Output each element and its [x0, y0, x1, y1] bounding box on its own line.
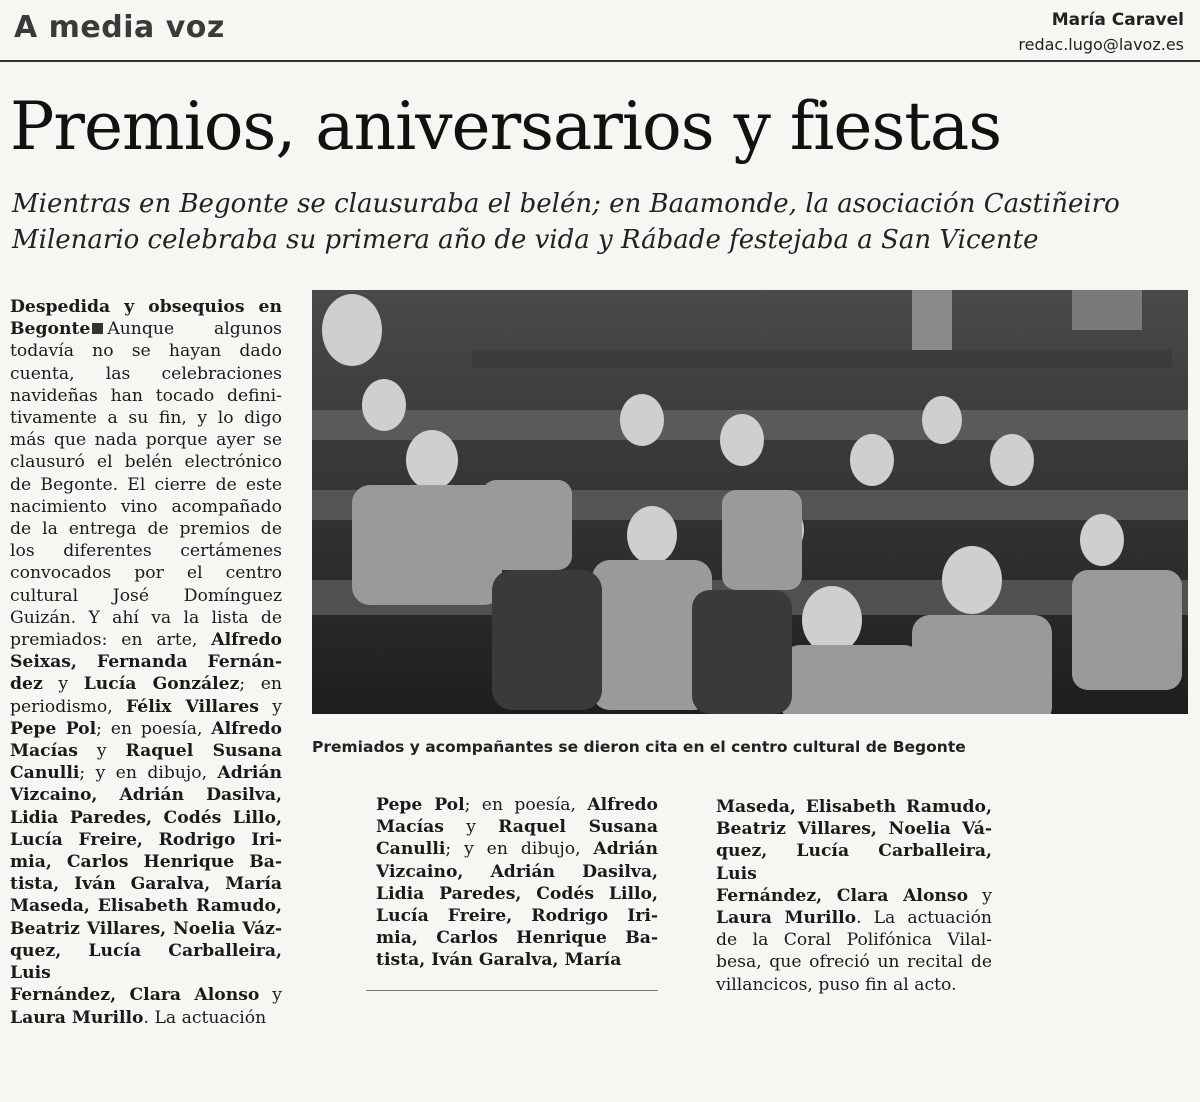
line-segment: cultural José Domínguez	[10, 585, 282, 606]
line-segment: mia, Carlos Henrique Ba-	[10, 852, 282, 873]
line-segment: Alfredo	[587, 795, 658, 815]
text-line	[376, 861, 658, 883]
line-segment: Seixas, Fernanda Fernán-	[10, 652, 282, 673]
line-segment: y	[443, 817, 499, 838]
text-line	[376, 794, 658, 816]
line-segment: premiados: en arte,	[10, 630, 212, 651]
text-line	[10, 562, 282, 584]
text-line	[10, 851, 282, 873]
line-segment: de la Coral Polifónica Vilal-	[716, 930, 992, 951]
text-line	[10, 585, 282, 607]
text-line	[10, 940, 282, 984]
text-line	[716, 974, 992, 996]
text-line	[10, 740, 282, 762]
line-segment: cuenta, las celebraciones	[10, 363, 282, 384]
text-line	[10, 540, 282, 562]
line-segment: . La actuación	[856, 908, 992, 929]
line-segment	[951, 819, 962, 839]
line-segment: todavía no se hayan dado	[10, 341, 282, 362]
line-segment: nacimiento vino acompañado	[10, 496, 282, 517]
line-segment: dez	[10, 674, 43, 695]
line-segment: Lidia Paredes, Codés Lillo,	[376, 883, 658, 904]
text-line	[716, 885, 992, 907]
line-segment: Félix Villares	[126, 696, 259, 717]
line-segment: ; en poesía,	[96, 718, 212, 739]
author-name: María Caravel	[1051, 10, 1184, 30]
text-line	[10, 895, 282, 917]
text-line	[10, 474, 282, 496]
text-line	[376, 905, 658, 927]
line-segment: tista, Iván Garalva, María	[376, 950, 622, 971]
line-segment: ; y en dibujo,	[79, 763, 218, 784]
photo-caption: Premiados y acompañantes se dieron cita en el centro cultural de Begonte	[312, 738, 966, 756]
line-segment: clausuró el belén electrónico	[10, 452, 282, 473]
text-line	[10, 807, 282, 829]
line-segment: Macías	[376, 817, 444, 838]
text-line	[10, 918, 282, 940]
author-email: redac.lugo@lavoz.es	[1018, 35, 1184, 54]
line-segment: Adrián	[217, 763, 282, 784]
line-segment: Guizán. Y ahí va la lista de	[10, 607, 282, 628]
line-segment: quez, Lucía Carballeira, Luis	[10, 940, 282, 984]
line-segment: Laura Murillo	[10, 1007, 144, 1028]
text-line	[10, 629, 282, 651]
line-segment: Lucía Freire, Rodrigo Iri-	[376, 906, 658, 927]
text-line	[10, 651, 282, 673]
line-segment: besa, que ofreció un recital de	[716, 952, 992, 973]
line-segment: Raquel Susana	[125, 741, 282, 762]
text-line	[716, 818, 992, 840]
text-line	[10, 607, 282, 629]
line-segment: ; en poesía,	[464, 795, 588, 815]
body-column-1	[10, 296, 282, 1088]
text-line	[10, 407, 282, 429]
line-segment: más que nada porque ayer se	[10, 430, 282, 451]
text-line	[10, 673, 282, 695]
text-line	[716, 951, 992, 973]
line-segment: periodismo,	[10, 696, 127, 717]
text-line	[716, 840, 992, 884]
line-segment: Despedida y obsequios en	[10, 297, 282, 317]
line-segment: Canulli	[10, 763, 80, 784]
text-line	[10, 873, 282, 895]
line-segment: Canulli	[376, 839, 446, 860]
line-segment: mia, Carlos Henrique Ba-	[376, 928, 658, 949]
line-segment: tivamente a su fin, y lo digo	[10, 408, 282, 429]
audience-photo-illustration	[312, 290, 1188, 714]
line-segment: y	[259, 985, 282, 1006]
line-segment: Beatriz Villares, Noelia	[716, 819, 951, 840]
line-segment: Vizcaino, Adrián Dasilva,	[376, 861, 658, 882]
line-segment: de la entrega de premios de	[10, 519, 282, 540]
text-line	[10, 296, 282, 318]
headline: Premios, aniversarios y fiestas	[10, 88, 1002, 165]
line-segment: Macías	[10, 741, 78, 762]
line-segment: ; en	[239, 674, 282, 695]
line-segment: y	[77, 741, 126, 762]
text-line	[10, 318, 282, 340]
header-rule	[0, 60, 1200, 62]
line-segment: y	[42, 674, 84, 695]
line-segment: Fernández, Clara Alonso	[716, 885, 969, 906]
clipping-edge	[366, 990, 658, 991]
subheadline	[12, 186, 1192, 258]
line-segment: Raquel Susana	[498, 817, 659, 838]
line-segment: navideñas han tocado defini-	[10, 385, 282, 406]
line-segment: Pepe Pol	[10, 718, 97, 739]
text-line	[10, 784, 282, 806]
text-line	[376, 838, 658, 860]
text-line	[10, 1007, 282, 1029]
text-line	[716, 796, 992, 818]
line-segment: Fernández, Clara Alonso	[10, 985, 260, 1006]
line-segment: de Begonte. El cierre de este	[10, 474, 282, 495]
line-segment: Lucía González	[83, 674, 240, 695]
subheadline-line-1: Mientras en Begonte se clausuraba el belén; en Baamonde, la asociación Castiñeiro	[12, 189, 1120, 219]
text-line	[10, 496, 282, 518]
line-segment: Pepe Pol	[376, 795, 465, 815]
square-bullet-icon	[92, 323, 103, 334]
subheadline-line-2: Milenario celebraba su primera año de vida y Rábade festejaba a San Vicente	[12, 225, 1039, 255]
text-line	[10, 696, 282, 718]
line-segment: Aunque algunos	[107, 319, 282, 340]
line-segment: Lidia Paredes, Codés Lillo,	[10, 807, 282, 828]
section-tag: A media voz	[14, 10, 225, 45]
body-column-3	[716, 796, 992, 996]
text-line	[10, 340, 282, 362]
line-segment: villancicos, puso fin al acto.	[716, 974, 957, 995]
line-segment: . La actuación	[143, 1007, 267, 1028]
line-segment: Vá-	[961, 819, 992, 840]
text-line	[10, 762, 282, 784]
text-line	[716, 929, 992, 951]
text-line	[376, 883, 658, 905]
body-column-2	[376, 794, 658, 972]
line-segment: y	[968, 885, 992, 906]
text-line	[10, 718, 282, 740]
line-segment: Adrián	[593, 839, 658, 860]
line-segment: Maseda, Elisabeth Ramudo,	[10, 896, 282, 917]
text-line	[376, 927, 658, 949]
line-segment: tista, Iván Garalva, María	[10, 874, 282, 895]
text-line	[10, 385, 282, 407]
text-line	[10, 429, 282, 451]
line-segment: los diferentes certámenes	[10, 541, 282, 562]
text-line	[10, 518, 282, 540]
line-segment: Laura Murillo	[716, 908, 857, 929]
line-segment: Maseda, Elisabeth Ramudo,	[716, 797, 992, 817]
line-segment: ; y en dibujo,	[445, 839, 594, 860]
text-line	[376, 949, 658, 971]
line-segment: convocados por el centro	[10, 563, 282, 584]
text-line	[10, 829, 282, 851]
line-segment: Begonte	[10, 319, 91, 340]
text-line	[10, 363, 282, 385]
line-segment: Vizcaino, Adrián Dasilva,	[10, 785, 282, 806]
line-segment: Alfredo	[211, 718, 282, 739]
text-line	[10, 984, 282, 1006]
line-segment: Lucía Freire, Rodrigo Iri-	[10, 829, 282, 850]
text-line	[10, 451, 282, 473]
line-segment: quez, Lucía Carballeira, Luis	[716, 841, 992, 884]
text-line	[376, 816, 658, 838]
line-segment: Beatriz Villares, Noelia Váz-	[10, 918, 282, 939]
text-line	[716, 907, 992, 929]
line-segment: Alfredo	[211, 630, 282, 651]
article-photo	[312, 290, 1188, 714]
line-segment: y	[258, 696, 282, 717]
